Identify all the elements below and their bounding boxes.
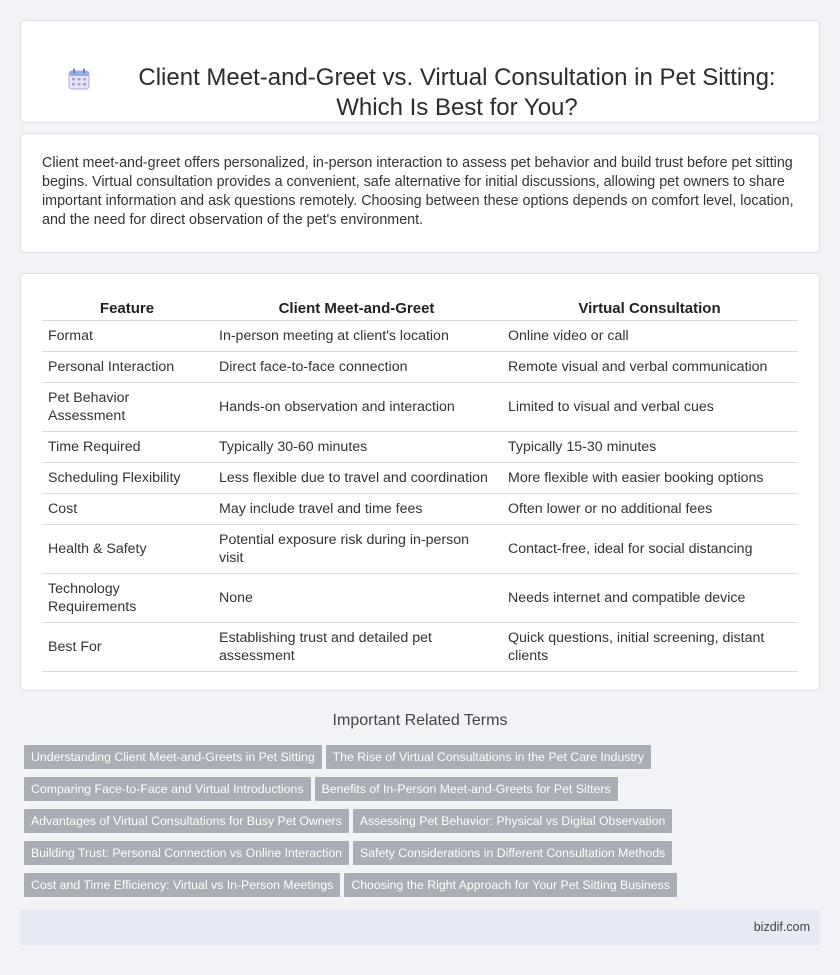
table-cell: Remote visual and verbal communication [501, 351, 798, 382]
table-row [42, 382, 798, 431]
table-cell: Potential exposure risk during in-person visit [212, 524, 501, 573]
table-cell: Technology Requirements [42, 573, 212, 622]
table-cell: Personal Interaction [42, 351, 212, 382]
term-chip[interactable]: Benefits of In-Person Meet-and-Greets for Pet Sitters [315, 777, 618, 801]
table-cell: Limited to visual and verbal cues [501, 382, 798, 431]
table-cell: Typically 30-60 minutes [212, 431, 501, 462]
term-chip[interactable]: Choosing the Right Approach for Your Pet Sitting Business [344, 873, 677, 897]
table-cell: Typically 15-30 minutes [501, 431, 798, 462]
table-cell: Cost [42, 493, 212, 524]
term-chip[interactable]: Advantages of Virtual Consultations for Busy Pet Owners [24, 809, 349, 833]
comparison-table [42, 296, 798, 672]
table-cell: Time Required [42, 431, 212, 462]
table-row [42, 320, 798, 351]
table-cell: Online video or call [501, 320, 798, 351]
terms-row [24, 777, 622, 801]
footer-site[interactable]: bizdif.com [753, 920, 810, 934]
table-cell: Pet Behavior Assessment [42, 382, 212, 431]
header-virtual-consultation: Virtual Consultation [501, 296, 798, 320]
terms-row [24, 841, 676, 865]
table-cell: Format [42, 320, 212, 351]
table-row [42, 622, 798, 671]
table-cell: Establishing trust and detailed pet assessment [212, 622, 501, 671]
table-row [42, 351, 798, 382]
term-chip[interactable]: Cost and Time Efficiency: Virtual vs In-Person Meetings [24, 873, 340, 897]
header-feature: Feature [42, 296, 212, 320]
terms-row [24, 745, 655, 769]
intro-text: Client meet-and-greet offers personalized, in-person interaction to assess pet behavior and build trust before pet sitting begins. Virtual consultation provides a convenient, safe alternative for initial discussions, allowing pet owners to share important information and ask questions remotely. Choosing between these options depends on comfort level, location, and the need for direct observation of the pet's environment. [42, 155, 794, 228]
table-cell: Needs internet and compatible device [501, 573, 798, 622]
related-terms-title: Important Related Terms [332, 712, 508, 729]
term-chip[interactable]: Building Trust: Personal Connection vs Online Interaction [24, 841, 349, 865]
table-header-row [42, 296, 798, 320]
table-row [42, 493, 798, 524]
terms-row [24, 873, 681, 897]
term-chip[interactable]: Comparing Face-to-Face and Virtual Introductions [24, 777, 311, 801]
calendar-icon [67, 67, 91, 91]
term-chip[interactable]: Safety Considerations in Different Consultation Methods [353, 841, 672, 865]
table-cell: Direct face-to-face connection [212, 351, 501, 382]
table-row [42, 462, 798, 493]
comparison-table-card [20, 273, 820, 691]
header-card [20, 20, 820, 123]
table-cell: May include travel and time fees [212, 493, 501, 524]
header-meet-and-greet: Client Meet-and-Greet [212, 296, 501, 320]
term-chip[interactable]: The Rise of Virtual Consultations in the Pet Care Industry [326, 745, 651, 769]
term-chip[interactable]: Assessing Pet Behavior: Physical vs Digital Observation [353, 809, 673, 833]
table-cell: Scheduling Flexibility [42, 462, 212, 493]
table-cell: Best For [42, 622, 212, 671]
table-cell: None [212, 573, 501, 622]
table-cell: More flexible with easier booking options [501, 462, 798, 493]
table-cell: Hands-on observation and interaction [212, 382, 501, 431]
table-cell: In-person meeting at client's location [212, 320, 501, 351]
table-row [42, 573, 798, 622]
table-cell: Less flexible due to travel and coordination [212, 462, 501, 493]
page-title: Client Meet-and-Greet vs. Virtual Consultation in Pet Sitting: Which Is Best for You? [138, 64, 776, 121]
term-chip[interactable]: Understanding Client Meet-and-Greets in Pet Sitting [24, 745, 322, 769]
table-cell: Quick questions, initial screening, distant clients [501, 622, 798, 671]
terms-row [24, 809, 676, 833]
table-cell: Contact-free, ideal for social distancing [501, 524, 798, 573]
table-row [42, 431, 798, 462]
footer [20, 910, 820, 945]
table-cell: Health & Safety [42, 524, 212, 573]
table-cell: Often lower or no additional fees [501, 493, 798, 524]
intro-card [20, 133, 820, 253]
table-row [42, 524, 798, 573]
